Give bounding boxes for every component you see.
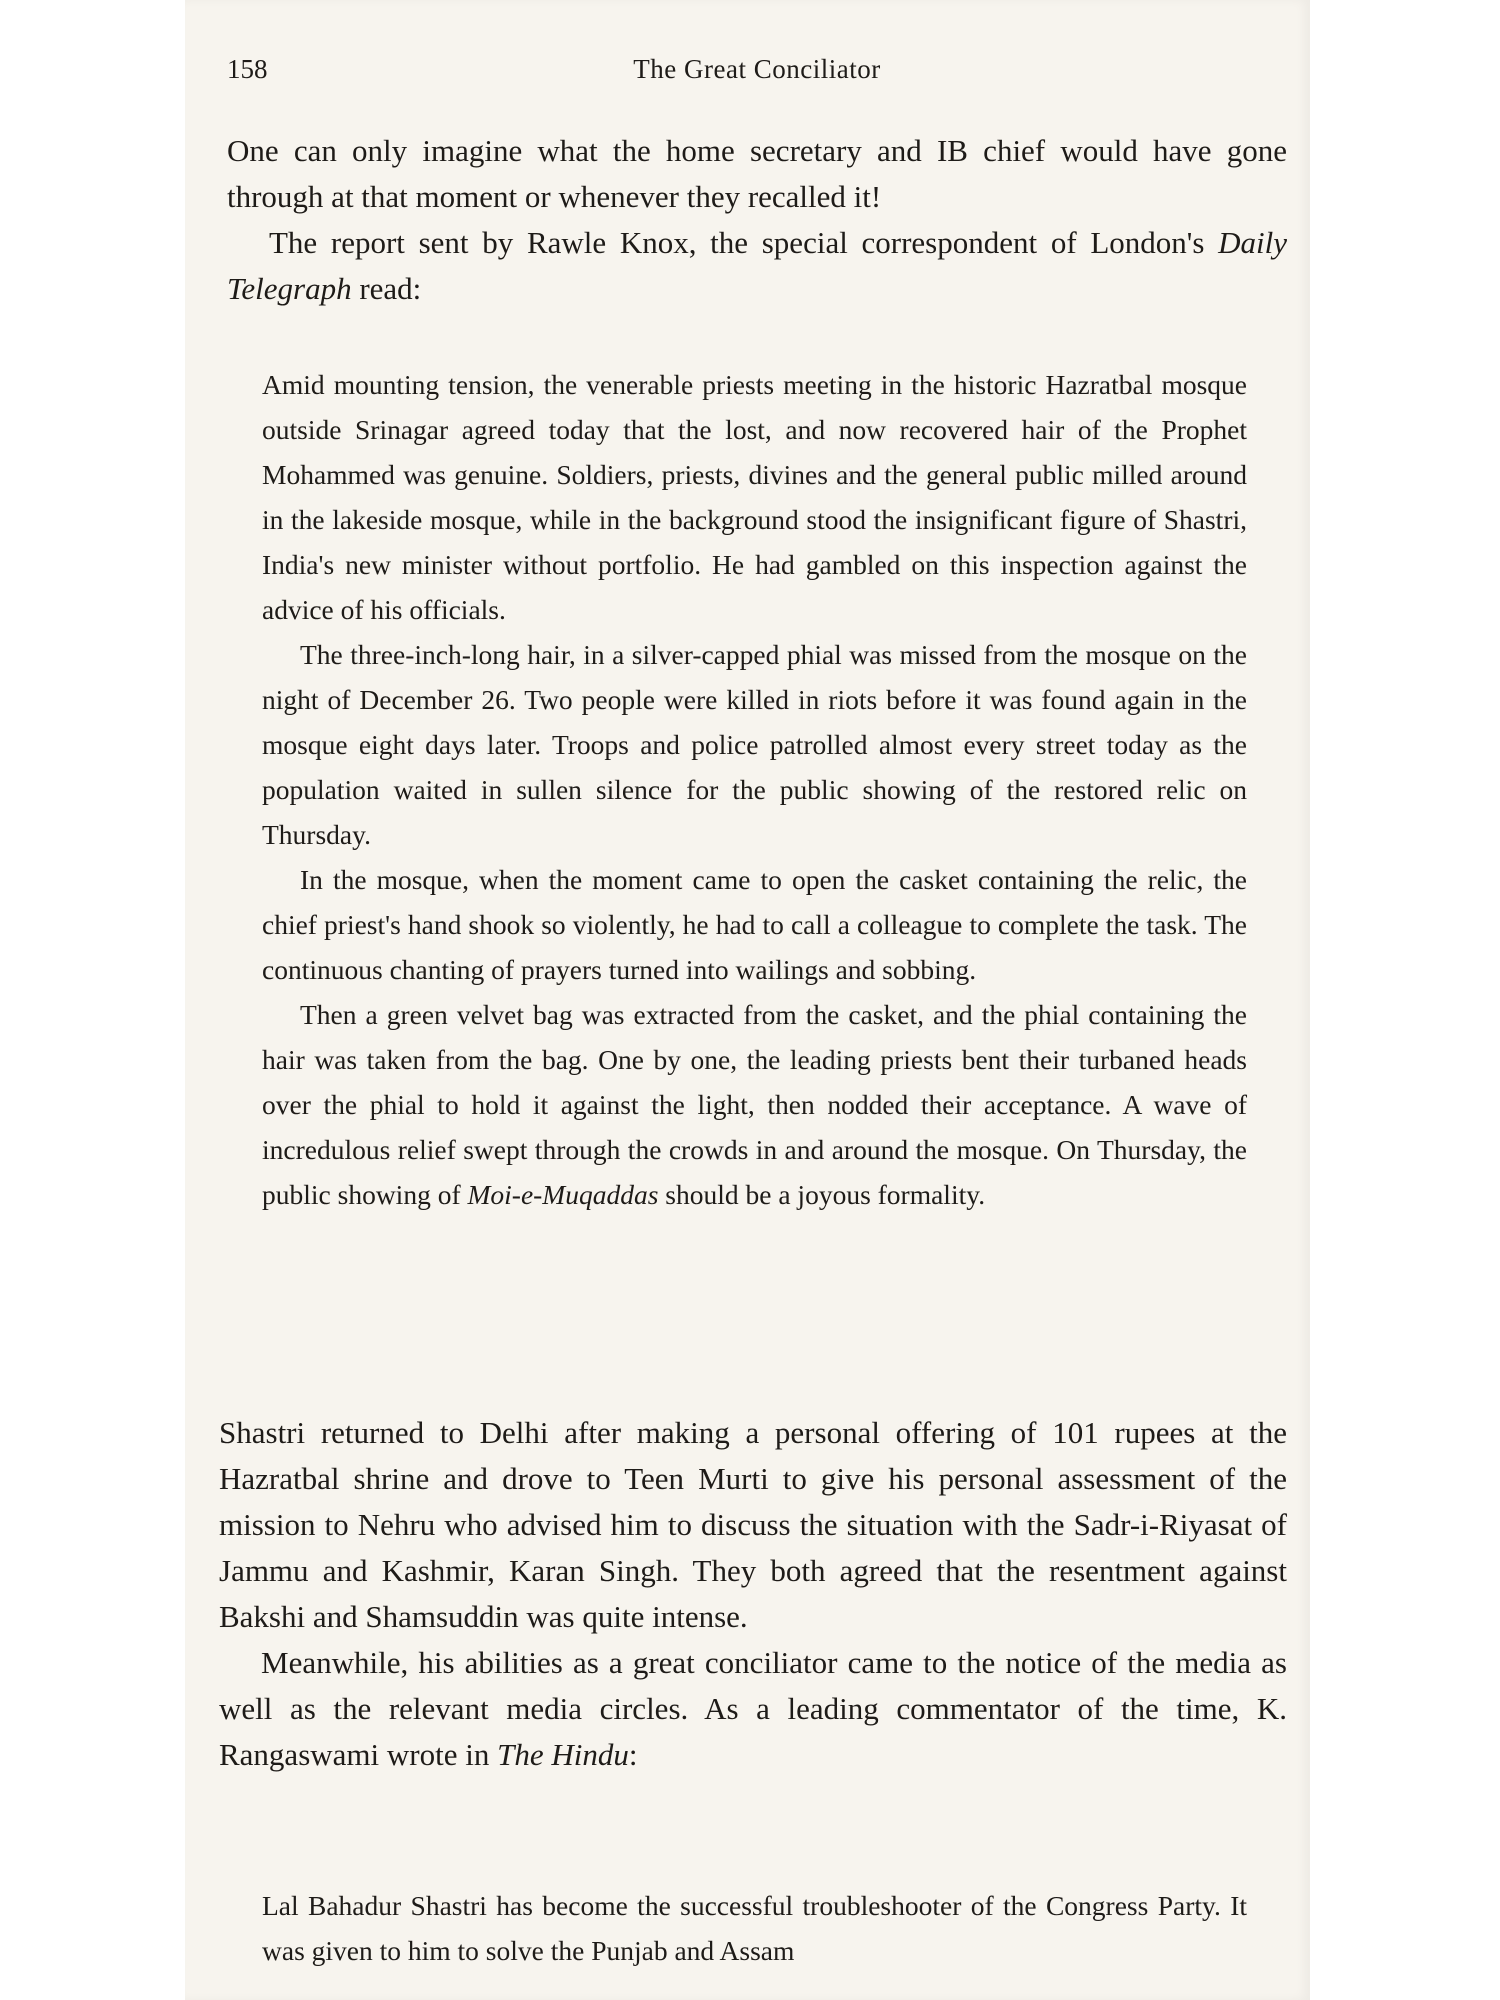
quote-paragraph-4-end: should be a joyous formality.	[658, 1179, 986, 1210]
relic-name: Moi-e-Muqaddas	[467, 1179, 659, 1210]
quote-paragraph-2: The three-inch-long hair, in a silver-capped phial was missed from the mosque on the night of December 26. Two people were killed in riots before it was found again in the mosque eight days later. Troops and police patrolled almost every street today as the population waited in sullen silence for the public showing of the restored relic on Thursday.	[262, 639, 1247, 850]
continuation-paragraph-1: Shastri returned to Delhi after making a personal offering of 101 rupees at the Hazratbal shrine and drove to Teen Murti to give his personal assessment of the mission to Nehru who advised him to discuss the situation with the Sadr-i-Riyasat of Jammu and Kashmir, Karan Singh. They both agreed that the resentment against Bakshi and Shamsuddin was quite intense.	[219, 1415, 1287, 1634]
intro-text	[227, 128, 1287, 312]
page-number: 158	[227, 54, 268, 84]
intro-paragraph-2-end: read:	[351, 271, 422, 306]
intro-paragraph-2-text: The report sent by Rawle Knox, the special correspondent of London's	[269, 225, 1219, 260]
quote-paragraph-1: Amid mounting tension, the venerable priests meeting in the historic Hazratbal mosque outside Srinagar agreed today that the lost, and now recovered hair of the Prophet Mohammed was genuine. Soldiers, priests, divines and the general public milled around in the lakeside mosque, while in the background stood the insignificant figure of Shastri, India's new minister without portfolio. He had gambled on this inspection against the advice of his officials.	[262, 369, 1247, 625]
quote-paragraph-3: In the mosque, when the moment came to open the casket containing the relic, the chief priest's hand shook so violently, he had to call a colleague to complete the task. The continuous chanting of prayers turned into wailings and sobbing.	[262, 864, 1247, 985]
continuation-paragraph-2-text: Meanwhile, his abilities as a great conciliator came to the notice of the media as well as the relevant media circles. As a leading commentator of the time, K. Rangaswami wrote in	[219, 1645, 1287, 1772]
continuation-text	[219, 1410, 1287, 1778]
newspaper-title-hindu: The Hindu	[497, 1737, 629, 1772]
page-header	[227, 54, 1287, 94]
hindu-quote	[262, 1883, 1247, 1973]
quote-paragraph-4	[262, 992, 1247, 1217]
continuation-paragraph-2-end: :	[628, 1737, 638, 1772]
quote-paragraph-4-text: Then a green velvet bag was extracted from the casket, and the phial containing the hair was taken from the bag. One by one, the leading priests bent their turbaned heads over the phial to hold it against the light, then nodded their acceptance. A wave of incredulous relief swept through the crowds in and around the mosque. On Thursday, the public showing of	[262, 999, 1247, 1210]
telegraph-quote	[262, 362, 1247, 1217]
hindu-quote-paragraph-1: Lal Bahadur Shastri has become the successful troubleshooter of the Congress Party. It was given to him to solve the Punjab and Assam	[262, 1890, 1247, 1966]
running-head: The Great Conciliator	[633, 54, 881, 84]
intro-paragraph-1: One can only imagine what the home secretary and IB chief would have gone through at that moment or whenever they recalled it!	[227, 133, 1287, 214]
continuation-paragraph-2	[219, 1640, 1287, 1778]
intro-paragraph-2	[227, 220, 1287, 312]
newspaper-title: Daily Telegraph	[227, 225, 1287, 306]
